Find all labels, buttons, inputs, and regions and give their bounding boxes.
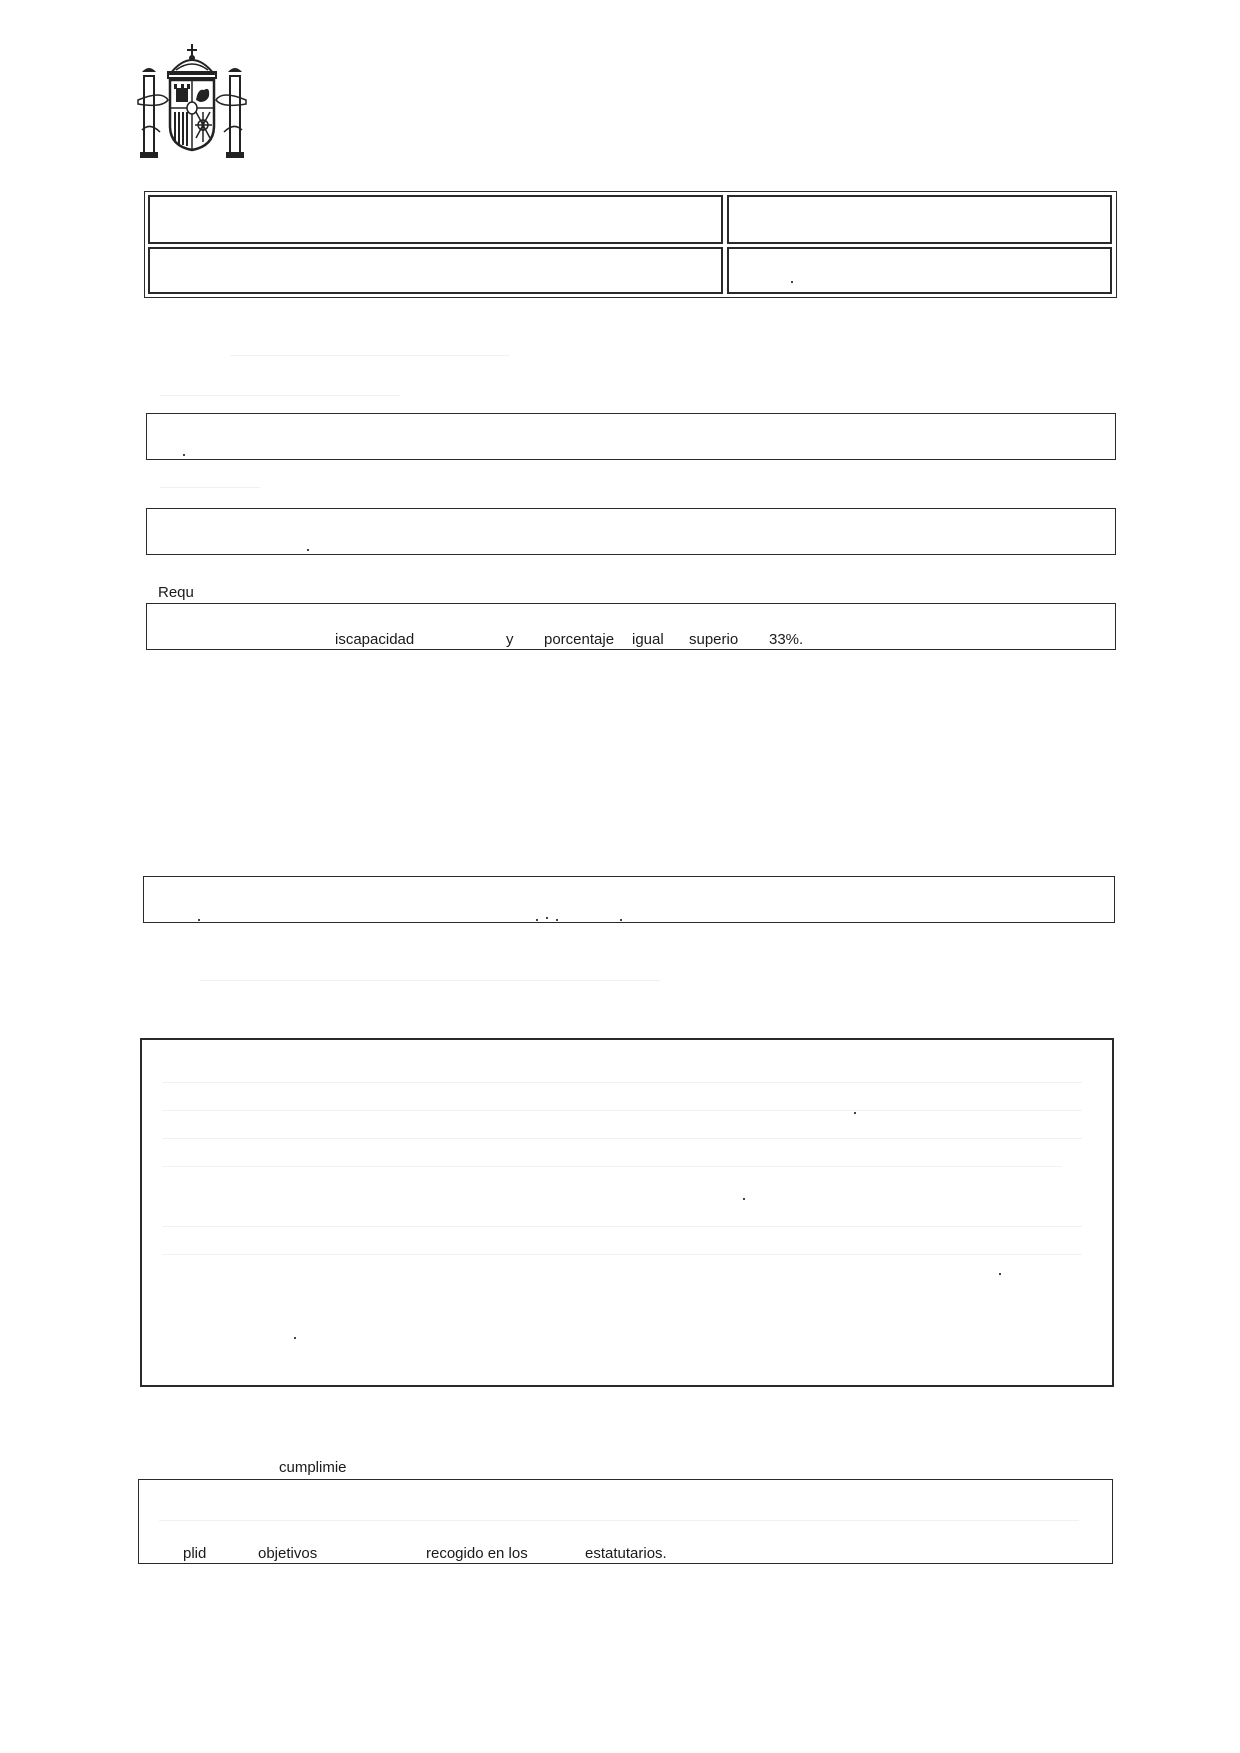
text-fragment: y	[506, 631, 514, 648]
faint-line	[160, 395, 400, 396]
speck	[294, 1337, 296, 1339]
faint-line	[162, 1082, 1082, 1083]
text-fragment: objetivos	[258, 1545, 318, 1562]
speck	[620, 919, 622, 921]
field-box-2	[146, 508, 1116, 555]
header-cell-top-left	[148, 195, 723, 244]
speck	[183, 454, 185, 456]
field-box-4	[143, 876, 1115, 923]
faint-line	[160, 487, 260, 488]
text-fragment: iscapacidad	[335, 631, 415, 648]
header-cell-bottom-right	[727, 247, 1112, 294]
compliance-box	[138, 1479, 1113, 1564]
header-cell-bottom-left	[148, 247, 723, 294]
speck	[546, 917, 548, 919]
cumplimiento-label: cumplimie	[279, 1459, 347, 1476]
speck	[999, 1273, 1001, 1275]
requisitos-label: Requ	[158, 584, 194, 601]
faint-line	[159, 1520, 1079, 1521]
text-fragment: recogido en los	[426, 1545, 528, 1562]
speck	[743, 1198, 745, 1200]
text-fragment: porcentaje	[544, 631, 615, 648]
coat-of-arms-icon	[132, 38, 252, 160]
text-fragment: igual	[632, 631, 664, 648]
header-table	[144, 191, 1117, 298]
description-box	[140, 1038, 1114, 1387]
speck	[198, 919, 200, 921]
speck	[854, 1112, 856, 1114]
header-cell-top-right	[727, 195, 1112, 244]
text-fragment: estatutarios.	[585, 1545, 667, 1562]
faint-line	[200, 980, 660, 981]
faint-line	[162, 1110, 1082, 1111]
requirement-box	[146, 603, 1116, 650]
faint-line	[162, 1166, 1062, 1167]
speck	[536, 919, 538, 921]
faint-line	[162, 1138, 1082, 1139]
speck	[556, 919, 558, 921]
faint-line	[162, 1226, 1082, 1227]
text-fragment: 33%.	[769, 631, 804, 648]
field-box-1	[146, 413, 1116, 460]
speck	[307, 549, 309, 551]
text-fragment: superio	[689, 631, 739, 648]
speck	[791, 281, 793, 283]
faint-line	[230, 355, 510, 356]
faint-line	[162, 1254, 1082, 1255]
text-fragment: plid	[183, 1545, 207, 1562]
